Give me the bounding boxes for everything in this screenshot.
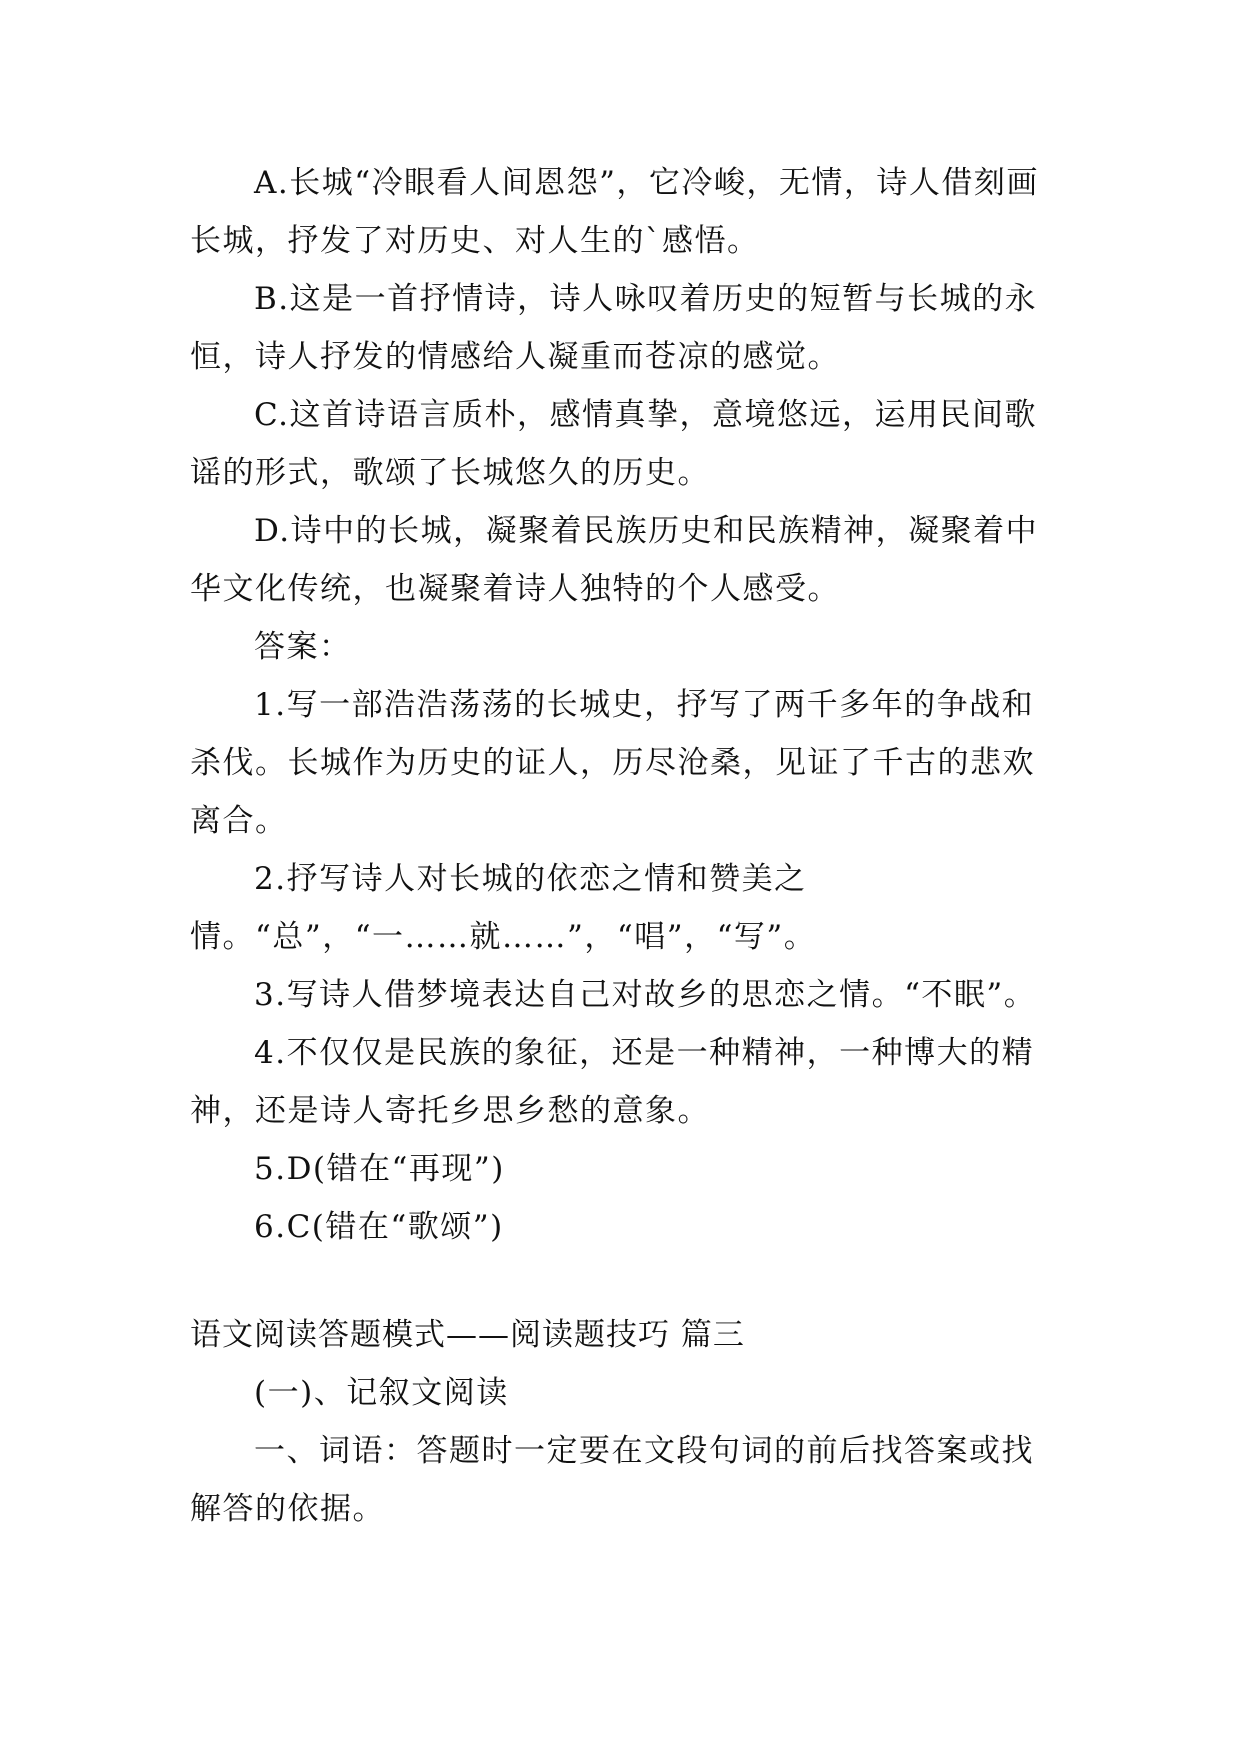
answer-6: 6.C(错在“歌颂”) <box>254 1209 504 1245</box>
option-c-paragraph: C.这首诗语言质朴，感情真挚，意境悠远，运用民间歌谣的形式，歌颂了长城悠久的历史。 <box>190 397 1037 491</box>
answer-label: 答案： <box>254 629 352 665</box>
answer-3: 3.写诗人借梦境表达自己对故乡的思恋之情。“不眠”。 <box>254 977 1037 1013</box>
section-paragraph: 一、词语：答题时一定要在文段句词的前后找答案或找解答的依据。 <box>190 1433 1034 1527</box>
section-title: 语文阅读答题模式——阅读题技巧 篇三 <box>190 1317 745 1353</box>
option-d-paragraph: D.诗中的长城，凝聚着民族历史和民族精神，凝聚着中华文化传统，也凝聚着诗人独特的个人感受。 <box>190 513 1039 607</box>
answer-4: 4.不仅仅是民族的象征，还是一种精神，一种博大的精神，还是诗人寄托乡思乡愁的意象。 <box>190 1035 1035 1129</box>
answer-1: 1.写一部浩浩荡荡的长城史，抒写了两千多年的争战和杀伐。长城作为历史的证人，历尽沧桑，见证了千古的悲欢离合。 <box>190 687 1035 839</box>
answer-5: 5.D(错在“再现”) <box>254 1151 505 1187</box>
section-subheading: (一)、记叙文阅读 <box>254 1375 509 1411</box>
answer-2: 2.抒写诗人对长城的依恋之情和赞美之情。“总”，“一……就……”，“唱”，“写”。 <box>190 861 817 955</box>
option-b-paragraph: B.这是一首抒情诗，诗人咏叹着历史的短暂与长城的永恒，诗人抒发的情感给人凝重而苍凉的感觉。 <box>190 281 1038 375</box>
option-a-paragraph: A.长城“冷眼看人间恩怨”，它冷峻，无情，诗人借刻画长城，抒发了对历史、对人生的`感悟。 <box>190 165 1039 259</box>
